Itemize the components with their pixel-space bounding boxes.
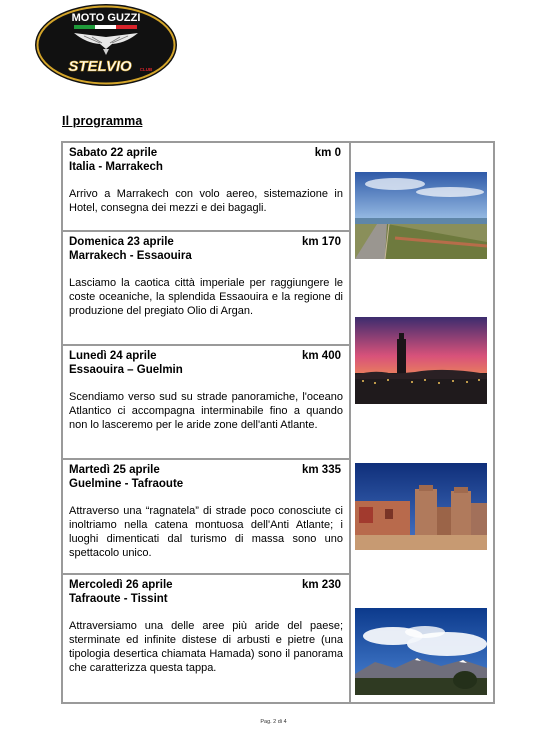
logo-emblem <box>34 3 178 87</box>
day-route: Tafraoute - Tissint <box>69 593 168 605</box>
coastal-road-photo <box>355 172 487 259</box>
day-description: Attraversiamo una delle aree più aride del paese; sterminate ed infinite distese di arbusti e pietre (una tipologia desertica chiamata Hamada) sono il panorama che caratterizza questa tappa. <box>69 620 343 674</box>
day-km: km 170 <box>301 236 341 248</box>
day-date: Lunedì 24 aprile <box>69 350 157 362</box>
kasbah-photo <box>355 463 487 550</box>
day-route: Guelmine - Tafraoute <box>69 478 184 490</box>
day-date: Martedì 25 aprile <box>69 464 160 476</box>
svg-text:MOTO GUZZI: MOTO GUZZI <box>71 12 141 24</box>
day-row <box>63 232 349 346</box>
itinerary-column <box>63 143 351 702</box>
day-row <box>63 346 349 460</box>
moto-guzzi-stelvio-club-logo <box>34 3 178 87</box>
day-route: Essaouira – Guelmin <box>69 364 183 376</box>
sunset-minaret-photo <box>355 317 487 404</box>
day-date: Mercoledì 26 aprile <box>69 579 173 591</box>
day-row <box>63 575 349 702</box>
program-table <box>61 141 495 704</box>
day-date: Sabato 22 aprile <box>69 147 158 159</box>
day-km: km 400 <box>301 350 341 362</box>
svg-text:CLUB: CLUB <box>139 67 153 72</box>
day-description: Lasciamo la caotica città imperiale per raggiungere le coste oceaniche, la splendida Essaouira e la regione di produzione del pregiato Olio di Argan. <box>69 277 343 317</box>
day-row <box>63 143 349 232</box>
day-date: Domenica 23 aprile <box>69 236 174 248</box>
day-route: Italia - Marrakech <box>69 161 163 173</box>
day-route: Marrakech - Essaouira <box>69 250 192 262</box>
svg-text:STELVIO: STELVIO <box>68 58 132 75</box>
day-km: km 0 <box>314 147 341 159</box>
mountain-sky-photo <box>355 608 487 695</box>
day-km: km 230 <box>301 579 341 591</box>
day-description: Scendiamo verso sud su strade panoramiche, l'oceano Atlantico ci accompagna interminabile fino a quando non lo lasceremo per le aride zone dell'anti Atlante. <box>69 391 343 431</box>
day-description: Arrivo a Marrakech con volo aereo, sistemazione in Hotel, consegna dei mezzi e dei bagagli. <box>69 188 343 214</box>
day-row <box>63 460 349 575</box>
program-heading: Il programma <box>62 114 143 128</box>
day-km: km 335 <box>301 464 341 476</box>
page-number: Pag. 2 di 4 <box>260 719 287 725</box>
day-description: Attraverso una “ragnatela” di strade poco conosciute ci inoltriamo nella catena montuosa dell'Anti Atlante; i luoghi dimenticati dal turismo di massa sono uno spettacolo unico. <box>69 505 343 559</box>
